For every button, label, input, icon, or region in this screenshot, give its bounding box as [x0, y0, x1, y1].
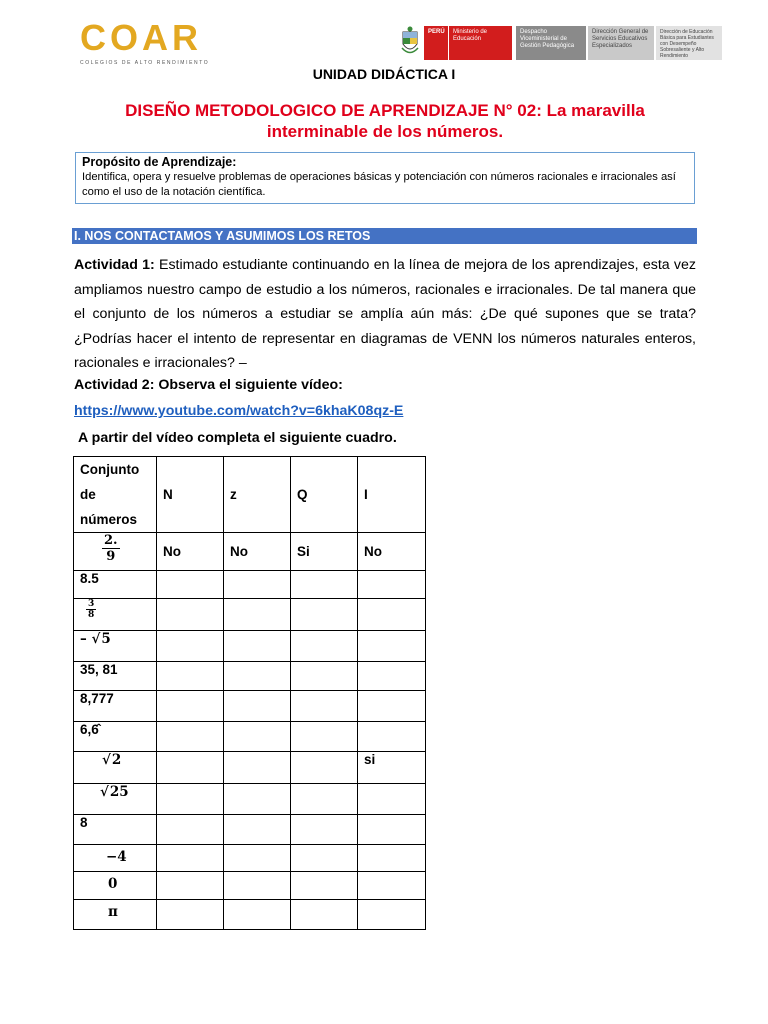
section-heading: I. NOS CONTACTAMOS Y ASUMIMOS LOS RETOS: [72, 228, 697, 244]
denominator: 8: [88, 610, 95, 620]
row-label: π: [74, 900, 157, 930]
unit-heading: UNIDAD DIDÁCTICA I: [312, 66, 456, 82]
row-cell[interactable]: [224, 752, 291, 784]
row-label: [74, 599, 157, 631]
header-cell: Conjunto de números: [74, 457, 157, 533]
row-cell[interactable]: [358, 599, 426, 631]
number-sets-table: [73, 456, 426, 930]
row-cell[interactable]: [157, 900, 224, 930]
row-cell[interactable]: [358, 845, 426, 872]
row-cell[interactable]: [358, 571, 426, 599]
row-cell[interactable]: [224, 815, 291, 845]
row-cell[interactable]: No: [358, 533, 426, 571]
peru-coat-of-arms-icon: [400, 26, 420, 58]
table-row: [74, 599, 426, 631]
purpose-text: Identifica, opera y resuelve problemas de operaciones básicas y potenciación con números racionales e irracionales así como el uso de la notación científica.: [82, 171, 676, 198]
row-label: 8.5: [74, 571, 157, 599]
peru-label: PERÚ: [424, 26, 448, 60]
row-cell[interactable]: [358, 722, 426, 752]
row-cell[interactable]: [291, 722, 358, 752]
row-cell[interactable]: [358, 815, 426, 845]
numerator: 3: [88, 599, 95, 609]
row-cell[interactable]: [291, 845, 358, 872]
row-cell[interactable]: [157, 662, 224, 691]
row-cell[interactable]: [157, 784, 224, 815]
row-cell[interactable]: [291, 872, 358, 900]
row-label: −4: [74, 845, 157, 872]
row-cell[interactable]: [157, 691, 224, 722]
row-label: [74, 784, 157, 815]
activity-1-label: Actividad 1:: [74, 257, 155, 273]
header-cell: N: [157, 457, 224, 533]
row-cell[interactable]: [291, 815, 358, 845]
table-row: [74, 722, 426, 752]
coar-logo-text: COAR: [80, 17, 202, 58]
row-cell[interactable]: [157, 631, 224, 662]
row-cell[interactable]: [358, 872, 426, 900]
row-cell[interactable]: No: [157, 533, 224, 571]
row-cell[interactable]: [224, 662, 291, 691]
minedu-banner: [400, 24, 722, 62]
row-cell[interactable]: [157, 571, 224, 599]
row-label: 0: [74, 872, 157, 900]
row-cell[interactable]: [157, 872, 224, 900]
table-row: [74, 784, 426, 815]
radicand: 25: [109, 784, 129, 800]
row-cell[interactable]: [291, 599, 358, 631]
radical-expression: – √5: [80, 631, 111, 647]
row-label: [74, 533, 157, 571]
radical-expression: √2: [102, 752, 122, 768]
row-cell[interactable]: [157, 845, 224, 872]
row-cell[interactable]: [291, 784, 358, 815]
row-cell[interactable]: [224, 691, 291, 722]
direccion-general-label: Dirección General de Servicios Educativos Especializados: [588, 26, 654, 60]
row-cell[interactable]: [291, 571, 358, 599]
row-cell[interactable]: [157, 599, 224, 631]
row-cell[interactable]: [358, 691, 426, 722]
denominator: 9: [106, 549, 116, 564]
viceministerio-label: Despacho Viceministerial de Gestión Pedagógica: [516, 26, 586, 60]
row-label: [74, 631, 157, 662]
table-row: [74, 845, 426, 872]
header-cell: Q: [291, 457, 358, 533]
row-cell[interactable]: [157, 815, 224, 845]
row-cell[interactable]: [224, 722, 291, 752]
row-cell[interactable]: [224, 872, 291, 900]
row-cell[interactable]: [291, 900, 358, 930]
row-label: 6,6̂: [74, 722, 157, 752]
row-cell[interactable]: [291, 631, 358, 662]
row-cell[interactable]: [358, 631, 426, 662]
row-cell[interactable]: [224, 784, 291, 815]
purpose-title: Propósito de Aprendizaje:: [82, 155, 237, 169]
row-cell[interactable]: [291, 691, 358, 722]
table-row: [74, 631, 426, 662]
table-row: [74, 571, 426, 599]
row-label: [74, 752, 157, 784]
document-title: DISEÑO METODOLOGICO DE APRENDIZAJE N° 02: La maravilla interminable de los números.: [125, 101, 645, 141]
coar-logo: [80, 18, 230, 66]
sign: –: [80, 631, 87, 647]
row-cell[interactable]: si: [358, 752, 426, 784]
row-cell[interactable]: [291, 662, 358, 691]
radicand: 2: [111, 752, 122, 768]
activity-1-paragraph: [74, 253, 696, 376]
radical-expression: √25: [100, 784, 129, 800]
radicand: 5: [101, 631, 111, 647]
row-label: 8,777: [74, 691, 157, 722]
table-header-row: [74, 457, 426, 533]
table-row: [74, 752, 426, 784]
row-cell[interactable]: Si: [291, 533, 358, 571]
activity-2-heading: Actividad 2: Observa el siguiente vídeo:: [74, 377, 343, 393]
purpose-box: [75, 152, 695, 204]
table-row: [74, 872, 426, 900]
activity-1-text: Estimado estudiante continuando en la línea de mejora de los aprendizajes, esta vez ampliamos nuestro campo de estudio a los números, racionales e irracionales. De tal manera que el conjunto de los números a estudiar se amplía aún más: ¿De qué supones que se trata? ¿Podrías hacer el intento de representar en diagramas de VENN los números naturales enteros, racionales e irracionales? –: [74, 257, 696, 371]
table-row: [74, 900, 426, 930]
row-cell[interactable]: [224, 599, 291, 631]
row-label: 35, 81: [74, 662, 157, 691]
row-cell[interactable]: [157, 752, 224, 784]
row-cell[interactable]: [358, 784, 426, 815]
numerator: 2.: [104, 533, 118, 548]
fraction: [102, 533, 120, 564]
table-row: [74, 691, 426, 722]
table-instruction: A partir del vídeo completa el siguiente cuadro.: [78, 430, 397, 446]
ministerio-label: Ministerio de Educación: [448, 26, 512, 60]
video-link[interactable]: https://www.youtube.com/watch?v=6khaK08qz-E: [74, 403, 404, 419]
direccion-educacion-label: Dirección de Educación Básica para Estudiantes con Desempeño Sobresaliente y Alto Rendimiento: [656, 26, 722, 60]
table-row: [74, 815, 426, 845]
table-row: [74, 533, 426, 571]
header-cell: I: [358, 457, 426, 533]
row-cell[interactable]: [224, 845, 291, 872]
fraction: [86, 599, 96, 620]
row-cell[interactable]: [291, 752, 358, 784]
row-cell[interactable]: No: [224, 533, 291, 571]
table-row: [74, 662, 426, 691]
header-cell: z: [224, 457, 291, 533]
row-cell[interactable]: [358, 900, 426, 930]
row-cell[interactable]: [224, 900, 291, 930]
row-cell[interactable]: [358, 662, 426, 691]
coar-logo-tagline: COLEGIOS DE ALTO RENDIMIENTO: [80, 60, 210, 66]
row-cell[interactable]: [157, 722, 224, 752]
row-cell[interactable]: [224, 631, 291, 662]
row-label: 8: [74, 815, 157, 845]
row-cell[interactable]: [224, 571, 291, 599]
